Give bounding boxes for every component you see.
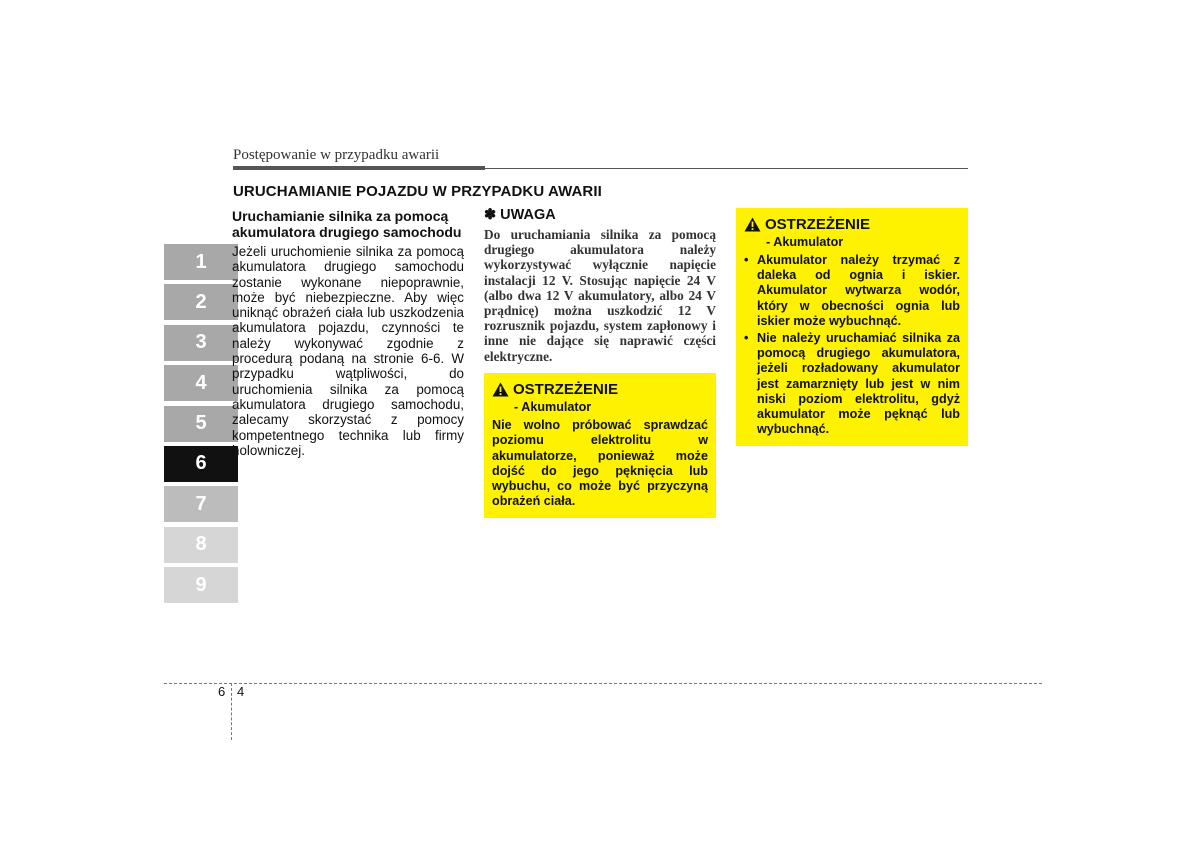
footer-rule [164, 683, 1042, 684]
intro-subtitle: Uruchamianie silnika za pomocą akumulatora drugiego samochodu [232, 208, 462, 240]
chapter-tab-8[interactable]: 8 [164, 527, 238, 563]
footer-divider [231, 683, 232, 740]
note-title [484, 207, 716, 223]
warning-triangle-icon [744, 217, 761, 232]
chapter-tab-7[interactable]: 7 [164, 486, 238, 522]
chapter-tab-6[interactable]: 6 [164, 446, 238, 482]
warning-list [744, 253, 960, 437]
warning-subtitle: - Akumulator [514, 400, 592, 414]
footer-page-number: 4 [237, 684, 245, 699]
chapter-tab-5[interactable]: 5 [164, 406, 238, 442]
running-header: Postępowanie w przypadku awarii [233, 147, 440, 163]
chapter-tabs [164, 244, 238, 608]
header-rule-thick [233, 166, 485, 170]
header-rule-thin [485, 168, 968, 169]
list-item: • Nie należy uruchamiać silnika za pomocą drugiego akumulatora, jeżeli rozładowany akumulator jest zamarznięty lub jest w nim niski poziom elektrolitu, gdyż akumulator może pęknąć lub wybuchnąć. [744, 331, 960, 437]
chapter-tab-9[interactable]: 9 [164, 567, 238, 603]
note-text: Do uruchamiania silnika za pomocą drugiego akumulatora należy wykorzystywać wyłącznie napięcie instalacji 12 V. Stosując napięcie 24 V (albo dwa 12 V akumulatory, albo 24 V prądnicę) można uszkodzić 12 V rozrusznik pojazdu, system zapłonowy i inne nie dające się naprawić części elektryczne. [484, 227, 716, 364]
chapter-tab-3[interactable]: 3 [164, 325, 238, 361]
chapter-tab-1[interactable]: 1 [164, 244, 238, 280]
chapter-tab-2[interactable]: 2 [164, 284, 238, 320]
warning-text: Nie wolno próbować sprawdzać poziomu elektrolitu w akumulatorze, ponieważ może dojść do jego pęknięcia lub wybuchu, co może być przyczyną obrażeń ciała. [492, 418, 708, 509]
asterisk-icon: ✽ [484, 207, 497, 223]
list-item: • Akumulator należy trzymać z daleka od ognia i iskier. Akumulator wytwarza wodór, który w obecności ognia lub iskier może wybuchnąć. [744, 253, 960, 329]
note-title-label: UWAGA [500, 207, 556, 223]
intro-text: Jeżeli uruchomienie silnika za pomocą akumulatora drugiego samochodu zostanie wykonane niepoprawnie, może być niebezpieczne. Aby więc uniknąć obrażeń ciała lub uszkodzenia akumulatora pojazdu, czynności te należy wykonywać zgodnie z procedurą podaną na stronie 6-6. W przypadku wątpliwości, do uruchomienia silnika za pomocą akumulatora drugiego samochodu, zalecamy skorzystać z pomocy kompetentnego technika lub firmy holowniczej. [232, 244, 464, 458]
section-title: URUCHAMIANIE POJAZDU W PRZYPADKU AWARII [233, 183, 602, 200]
chapter-tab-4[interactable]: 4 [164, 365, 238, 401]
note-block [484, 207, 716, 364]
warning-triangle-icon [492, 382, 509, 397]
warning-box-electrolyte [484, 373, 716, 518]
warning-box-sparks [736, 208, 968, 446]
warning-subtitle: - Akumulator [766, 235, 844, 249]
warning-header [744, 216, 960, 233]
warning-header [492, 381, 708, 398]
footer-chapter-number: 6 [218, 684, 226, 699]
column-intro [232, 208, 464, 458]
warning-title: OSTRZEŻENIE [513, 381, 619, 398]
warning-title: OSTRZEŻENIE [765, 216, 871, 233]
